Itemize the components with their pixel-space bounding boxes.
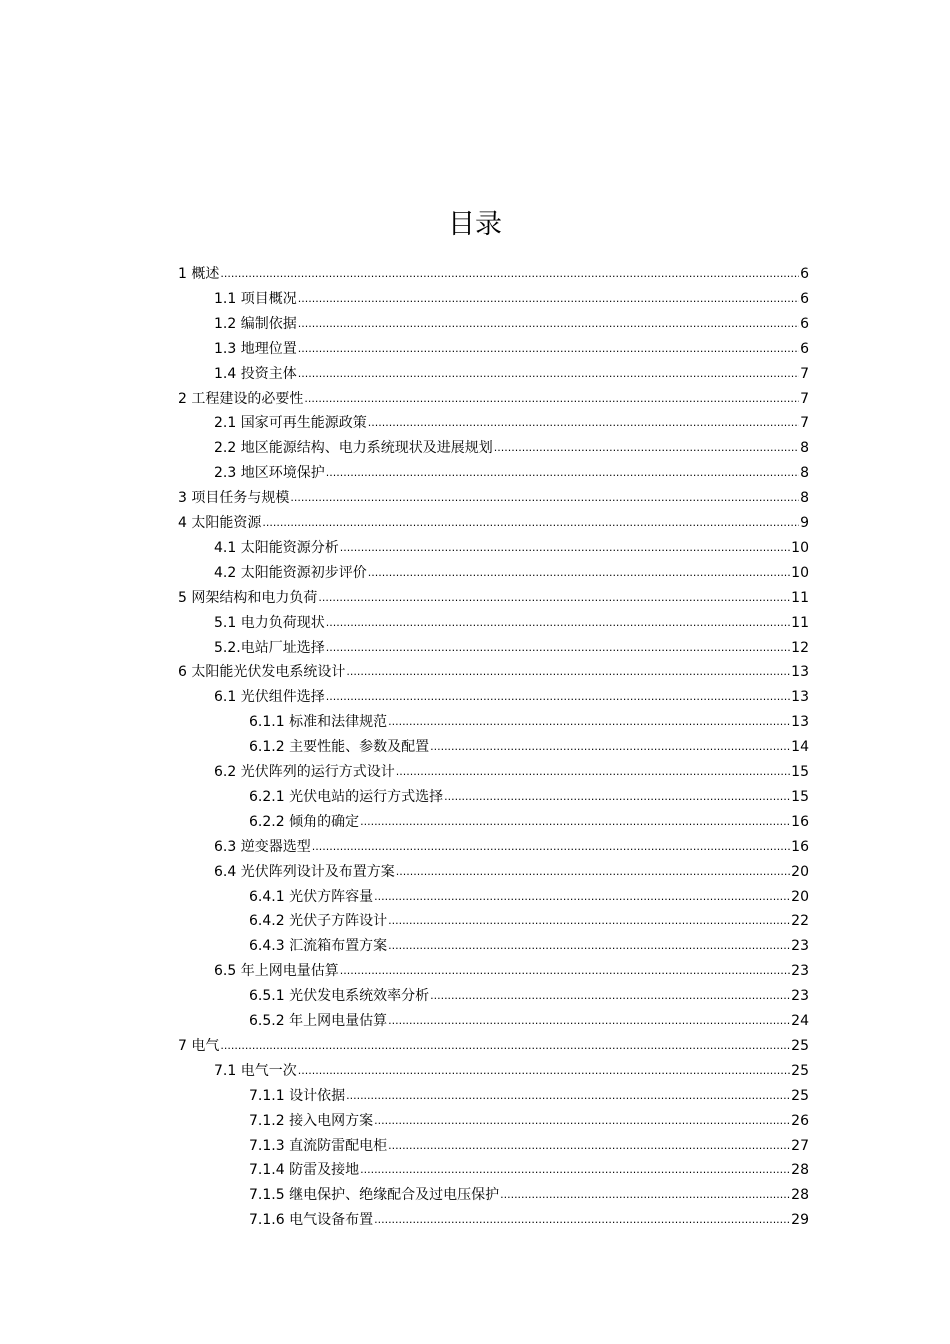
toc-title: 目录 <box>448 209 502 240</box>
toc-leader-dots <box>290 489 799 507</box>
toc-leader-dots <box>298 340 799 358</box>
toc-entry-page-number: 22 <box>791 913 809 930</box>
toc-entry-page-number: 23 <box>791 963 809 980</box>
toc-entry-page-number: 8 <box>800 490 809 507</box>
toc-leader-dots <box>346 1087 790 1105</box>
toc-leader-dots <box>374 888 790 906</box>
toc-leader-dots <box>430 738 790 756</box>
toc-entry[interactable] <box>214 407 809 432</box>
toc-entry[interactable] <box>178 656 809 681</box>
toc-leader-dots <box>388 1012 790 1030</box>
toc-entry[interactable] <box>214 532 809 557</box>
toc-entry[interactable] <box>178 482 809 507</box>
toc-entry-label: 6.4.1 光伏方阵容量 <box>249 888 374 905</box>
toc-entry-label: 5 网架结构和电力负荷 <box>178 589 318 606</box>
toc-entry-label: 7.1.2 接入电网方案 <box>249 1112 374 1129</box>
toc-entry[interactable] <box>214 457 809 482</box>
toc-leader-dots <box>346 663 790 681</box>
toc-leader-dots <box>298 315 799 333</box>
toc-entry[interactable] <box>214 333 809 358</box>
toc-entry-page-number: 6 <box>800 340 809 357</box>
toc-entry-page-number: 25 <box>791 1037 809 1054</box>
toc-entry[interactable] <box>249 905 809 930</box>
toc-leader-dots <box>360 1161 790 1179</box>
toc-entry-label: 6.1.2 主要性能、参数及配置 <box>249 739 430 756</box>
toc-entry-page-number: 6 <box>800 266 809 282</box>
toc-entry-label: 7.1.3 直流防雷配电柜 <box>249 1137 388 1154</box>
toc-leader-dots <box>220 1037 790 1055</box>
toc-entry-page-number: 7 <box>800 390 809 407</box>
toc-entry[interactable] <box>249 980 809 1005</box>
toc-leader-dots <box>340 539 790 557</box>
toc-entry-label: 6.4.2 光伏子方阵设计 <box>249 913 388 930</box>
toc-entry-page-number: 13 <box>791 664 809 681</box>
toc-entry-label: 7.1.5 继电保护、绝缘配合及过电压保护 <box>249 1187 500 1204</box>
toc-leader-dots <box>326 639 790 657</box>
toc-entry-label: 6.3 逆变器选型 <box>214 838 311 855</box>
toc-entry-page-number: 15 <box>791 764 809 780</box>
toc-entry[interactable] <box>249 1080 809 1105</box>
toc-entry-page-number: 23 <box>791 988 809 1005</box>
toc-leader-dots <box>326 464 799 482</box>
toc-entry[interactable] <box>178 258 809 283</box>
toc-entry-page-number: 12 <box>791 639 809 656</box>
toc-entry-label: 6.4 光伏阵列设计及布置方案 <box>214 863 395 880</box>
toc-leader-dots <box>388 912 790 930</box>
toc-entry[interactable] <box>249 1154 809 1179</box>
toc-leader-dots <box>444 788 790 806</box>
toc-entry[interactable] <box>249 930 809 955</box>
toc-entry-label: 6.2 光伏阵列的运行方式设计 <box>214 764 395 780</box>
toc-entry-page-number: 10 <box>791 539 809 556</box>
toc-entry[interactable] <box>249 806 809 831</box>
toc-entry-label: 2 工程建设的必要性 <box>178 390 304 407</box>
toc-leader-dots <box>374 1112 790 1130</box>
toc-entry-label: 6.5 年上网电量估算 <box>214 963 339 980</box>
toc-entry[interactable] <box>249 731 809 756</box>
toc-entry-label: 2.1 国家可再生能源政策 <box>214 415 367 432</box>
toc-entry-page-number: 28 <box>791 1162 809 1179</box>
toc-entry-page-number: 20 <box>791 863 809 880</box>
toc-entry-label: 5.2.电站厂址选择 <box>214 639 325 656</box>
toc-entry[interactable] <box>249 881 809 906</box>
toc-leader-dots <box>298 365 799 383</box>
toc-entry-label: 5.1 电力负荷现状 <box>214 614 325 631</box>
toc-entry[interactable] <box>214 358 809 383</box>
toc-leader-dots <box>304 390 799 408</box>
toc-leader-dots <box>374 1211 790 1229</box>
toc-leader-dots <box>388 713 790 731</box>
toc-entry[interactable] <box>214 756 809 781</box>
toc-leader-dots <box>326 688 790 706</box>
toc-entry-label: 1.1 项目概况 <box>214 290 297 307</box>
toc-entry-page-number: 25 <box>791 1087 809 1104</box>
toc-leader-dots <box>360 813 790 831</box>
toc-entry[interactable] <box>249 1130 809 1155</box>
toc-leader-dots <box>298 1062 790 1080</box>
toc-entry-label: 6.5.2 年上网电量估算 <box>249 1013 388 1029</box>
toc-entry-label: 6 太阳能光伏发电系统设计 <box>178 664 346 681</box>
toc-entry[interactable] <box>249 706 809 731</box>
toc-entry-label: 1 概述 <box>178 266 220 282</box>
toc-leader-dots <box>396 863 790 881</box>
toc-entry[interactable] <box>249 781 809 806</box>
toc-entry-label: 4.2 太阳能资源初步评价 <box>214 564 367 581</box>
toc-leader-dots <box>368 414 799 432</box>
toc-entry-page-number: 16 <box>791 813 809 830</box>
toc-leader-dots <box>494 439 799 457</box>
toc-leader-dots <box>326 614 790 632</box>
toc-leader-dots <box>368 564 790 582</box>
toc-entry-page-number: 9 <box>800 515 809 531</box>
toc-entry-page-number: 28 <box>791 1187 809 1204</box>
toc-entry[interactable] <box>178 582 809 607</box>
toc-entry[interactable] <box>214 681 809 706</box>
toc-leader-dots <box>318 589 790 607</box>
toc-leader-dots <box>388 1137 790 1155</box>
toc-leader-dots <box>500 1186 790 1204</box>
toc-leader-dots <box>340 962 790 980</box>
toc-entry-label: 7.1 电气一次 <box>214 1062 297 1079</box>
toc-leader-dots <box>396 763 790 781</box>
toc-entry-page-number: 7 <box>800 415 809 432</box>
toc-entry-page-number: 23 <box>791 938 809 955</box>
toc-entry-label: 2.2 地区能源结构、电力系统现状及进展规划 <box>214 440 493 457</box>
toc-entry-page-number: 20 <box>791 888 809 905</box>
toc-entry-page-number: 11 <box>791 614 809 631</box>
toc-entry-page-number: 26 <box>791 1112 809 1129</box>
toc-entry-page-number: 13 <box>791 689 809 706</box>
toc-entry[interactable] <box>214 831 809 856</box>
toc-entry-label: 6.2.2 倾角的确定 <box>249 813 360 830</box>
toc-entry-page-number: 8 <box>800 465 809 482</box>
toc-entry-label: 4.1 太阳能资源分析 <box>214 539 339 556</box>
toc-leader-dots <box>430 987 790 1005</box>
toc-entry-label: 1.3 地理位置 <box>214 340 297 357</box>
toc-entry[interactable] <box>214 856 809 881</box>
toc-entry[interactable] <box>178 507 809 532</box>
toc-leader-dots <box>262 514 799 532</box>
toc-entry-label: 6.1.1 标准和法律规范 <box>249 714 388 731</box>
toc-entry-page-number: 25 <box>791 1062 809 1079</box>
toc-entry-label: 6.2.1 光伏电站的运行方式选择 <box>249 788 444 805</box>
toc-entry-page-number: 13 <box>791 714 809 731</box>
toc-entry[interactable] <box>178 383 809 408</box>
toc-entry-page-number: 14 <box>791 739 809 756</box>
toc-entry-label: 7.1.6 电气设备布置 <box>249 1212 374 1229</box>
toc-entry-label: 1.4 投资主体 <box>214 365 297 382</box>
toc-entry-label: 1.2 编制依据 <box>214 315 297 332</box>
toc-entry-label: 7.1.4 防雷及接地 <box>249 1162 360 1179</box>
toc-entry-page-number: 15 <box>791 788 809 805</box>
toc-entry-label: 2.3 地区环境保护 <box>214 465 325 482</box>
toc-entry[interactable] <box>214 283 809 308</box>
toc-entry-label: 3 项目任务与规模 <box>178 490 290 507</box>
toc-leader-dots <box>388 937 790 955</box>
toc-entry-label: 4 太阳能资源 <box>178 515 262 531</box>
toc-entry-page-number: 27 <box>791 1137 809 1154</box>
toc-entry[interactable] <box>214 432 809 457</box>
toc-entry-page-number: 29 <box>791 1212 809 1229</box>
toc-entry-page-number: 11 <box>791 589 809 606</box>
toc-entry-label: 7.1.1 设计依据 <box>249 1087 346 1104</box>
toc-leader-dots <box>220 265 799 283</box>
toc-entry[interactable] <box>249 1105 809 1130</box>
toc-entry[interactable] <box>249 1204 809 1229</box>
toc-entry-label: 6.4.3 汇流箱布置方案 <box>249 938 388 955</box>
toc-leader-dots <box>312 838 790 856</box>
toc-entry-page-number: 7 <box>800 365 809 382</box>
toc-entry-label: 7 电气 <box>178 1037 220 1054</box>
toc-entry-page-number: 6 <box>800 315 809 332</box>
toc-entry[interactable] <box>249 1179 809 1204</box>
toc-entry[interactable] <box>214 308 809 333</box>
toc-entry[interactable] <box>214 557 809 582</box>
toc-entry-label: 6.1 光伏组件选择 <box>214 689 325 706</box>
toc-entry[interactable] <box>214 607 809 632</box>
toc-entry[interactable] <box>214 632 809 657</box>
toc-entry-page-number: 10 <box>791 564 809 581</box>
toc-entry[interactable] <box>214 1055 809 1080</box>
toc-entry-label: 6.5.1 光伏发电系统效率分析 <box>249 988 430 1005</box>
toc-entry[interactable] <box>214 955 809 980</box>
toc-entry-page-number: 16 <box>791 838 809 855</box>
toc-entry[interactable] <box>178 1030 809 1055</box>
toc-leader-dots <box>298 290 799 308</box>
toc-entry-page-number: 24 <box>791 1013 809 1029</box>
toc-entry-page-number: 6 <box>800 290 809 307</box>
toc-entry-page-number: 8 <box>800 440 809 457</box>
toc-entry[interactable] <box>249 1005 809 1030</box>
